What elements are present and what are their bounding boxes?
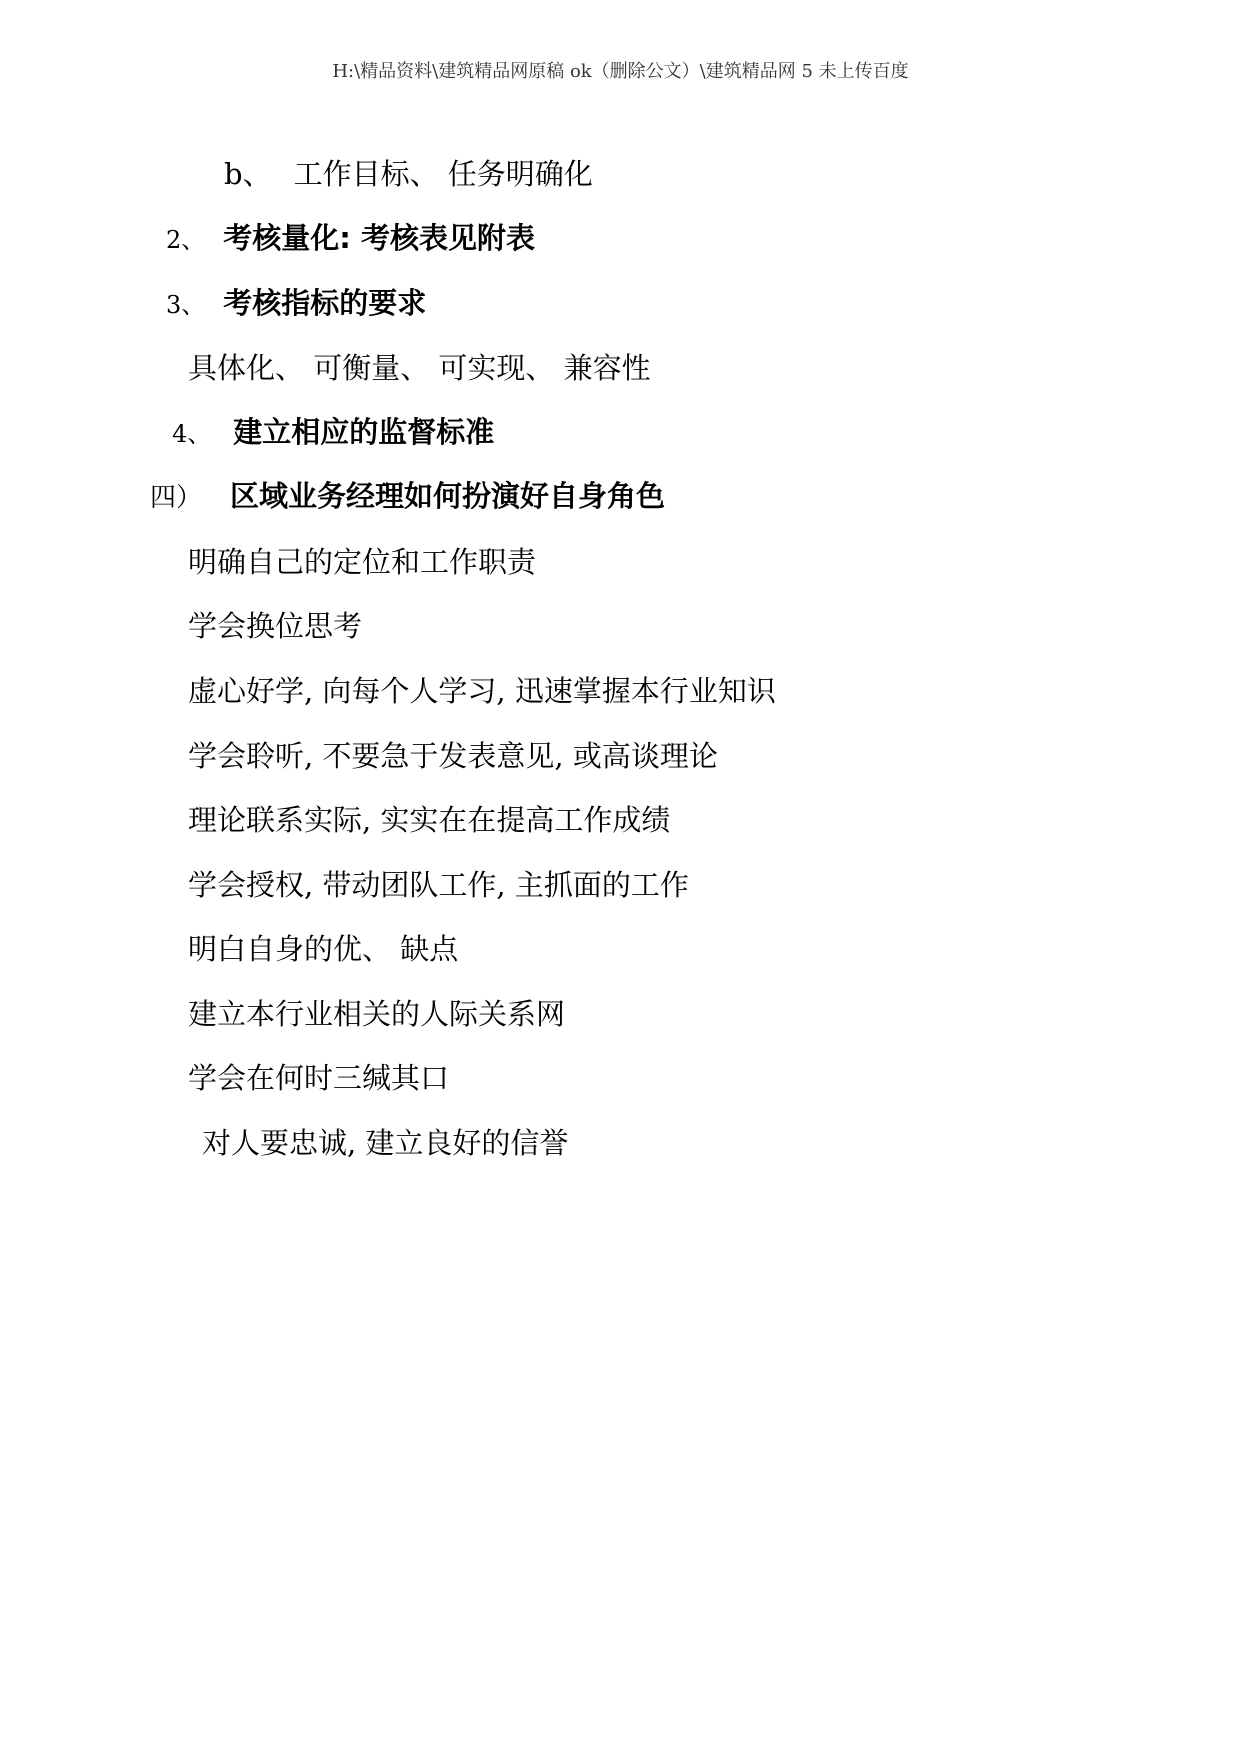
list-item-b [224,156,593,192]
list-marker: 3、 [166,291,206,319]
section-title: 区域业务经理如何扮演好自身角色 [230,479,666,513]
point-item: 虚心好学, 向每个人学习, 迅速掌握本行业知识 [188,674,776,708]
point-item: 学会在何时三缄其口 [188,1061,450,1095]
section-marker: 四） [150,483,203,513]
point-item: 对人要忠诚, 建立良好的信誉 [202,1126,569,1160]
point-item: 明确自己的定位和工作职责 [188,545,537,579]
list-item-text: 考核指标的要求 [223,286,427,320]
list-item-text: 考核量化: 考核表见附表 [223,221,535,255]
point-item: 学会换位思考 [188,609,363,643]
list-marker: b、 [224,157,272,191]
numbered-item-4 [172,414,494,452]
section-heading-4 [150,478,665,516]
point-item: 学会授权, 带动团队工作, 主抓面的工作 [188,868,689,902]
file-path-header: H:\精品资料\建筑精品网原稿 ok（删除公文）\建筑精品网 5 未上传百度 [332,61,909,82]
point-item: 明白自身的优、 缺点 [188,932,459,966]
list-item-text: 建立相应的监督标准 [233,415,495,449]
list-marker: 2、 [166,226,206,254]
point-item: 建立本行业相关的人际关系网 [188,997,566,1031]
numbered-item-2 [166,220,535,258]
point-item: 理论联系实际, 实实在在提高工作成绩 [188,803,671,837]
point-item: 学会聆听, 不要急于发表意见, 或高谈理论 [188,739,718,773]
list-item-text: 工作目标、 任务明确化 [293,157,593,191]
list-marker: 4、 [172,420,212,448]
item3-detail: 具体化、 可衡量、 可实现、 兼容性 [188,351,651,385]
numbered-item-3 [166,285,426,323]
